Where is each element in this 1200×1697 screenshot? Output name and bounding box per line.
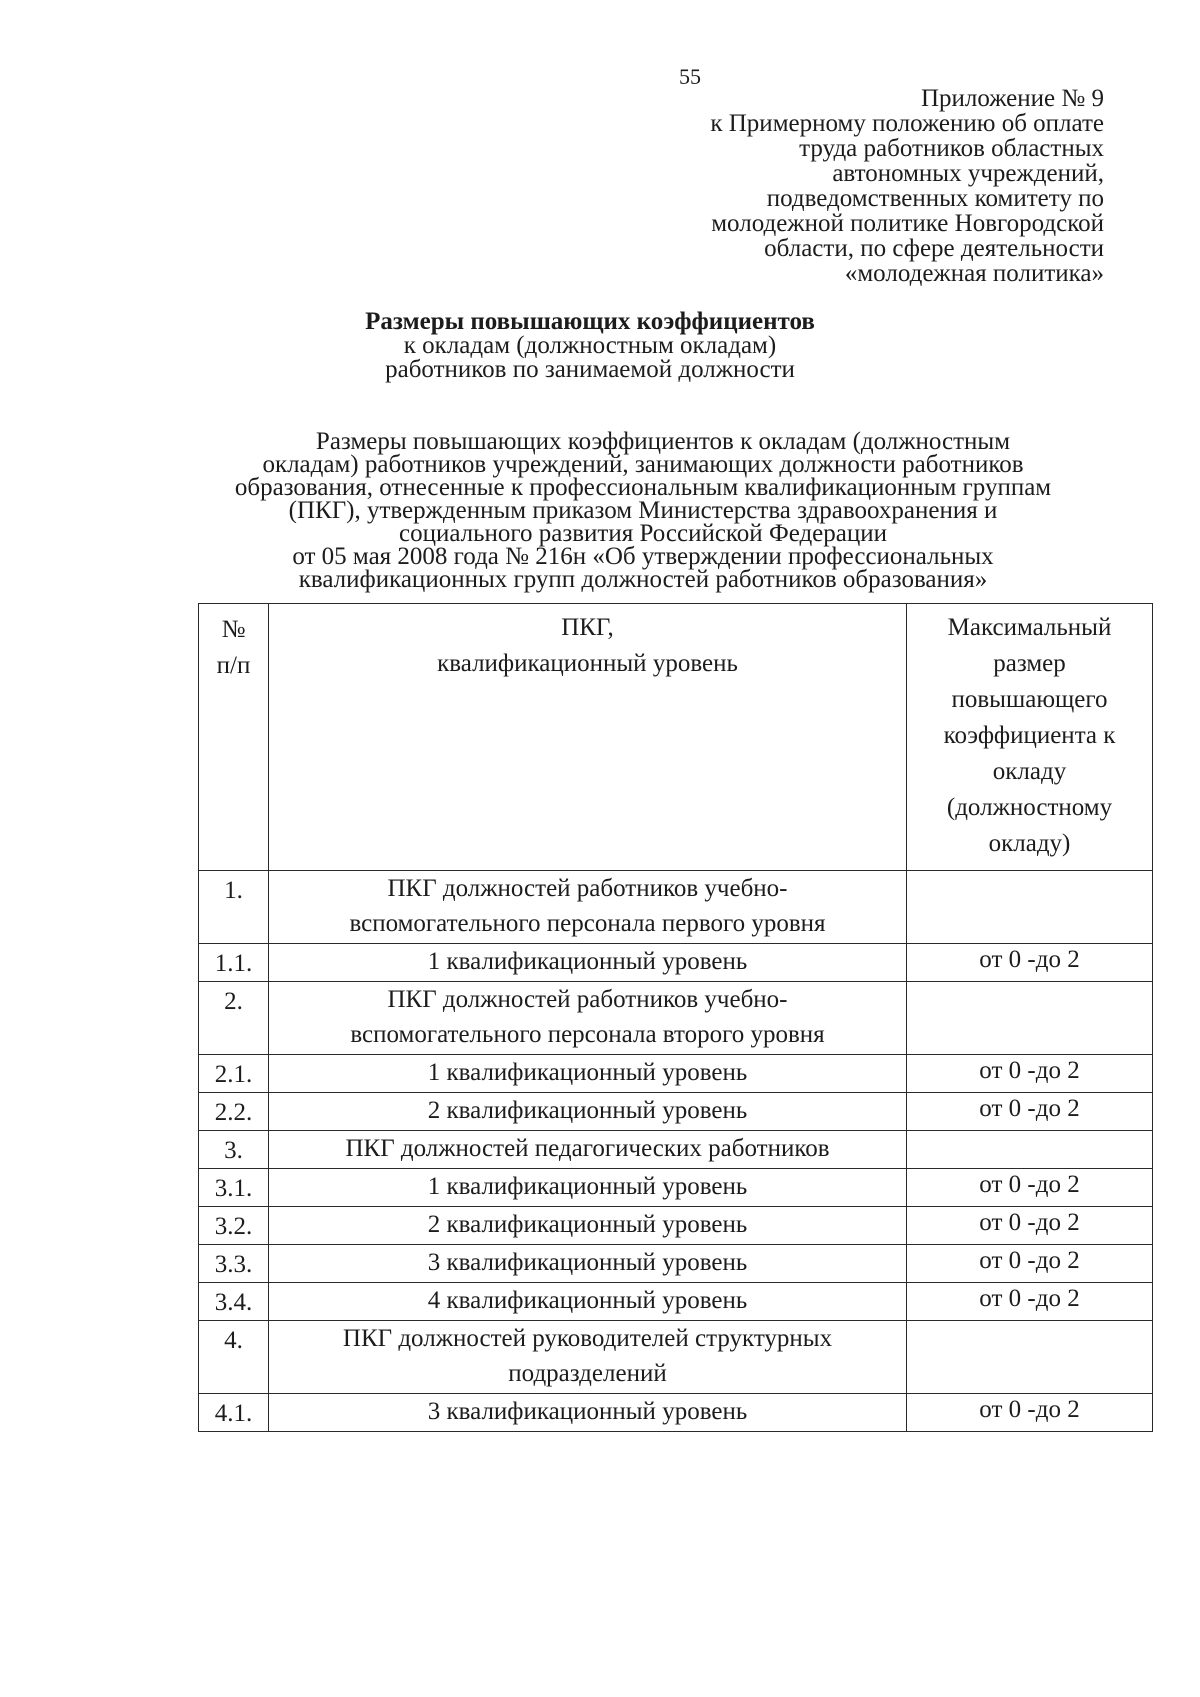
row-name: 4 квалификационный уровень: [269, 1283, 907, 1321]
table-header-row: [199, 604, 1153, 871]
row-number: 3.2.: [199, 1207, 269, 1245]
row-value: [907, 982, 1153, 1055]
row-name-line: ПКГ должностей руководителей структурных: [342, 1325, 833, 1352]
row-name: 1 квалификационный уровень: [269, 944, 907, 982]
row-value: [907, 871, 1153, 944]
table-row: [199, 1245, 1153, 1283]
header-coefficient: [907, 604, 1153, 871]
header-coef-line: коэффициента к: [943, 722, 1116, 749]
table-row: [199, 1093, 1153, 1131]
table-row: [199, 1131, 1153, 1169]
header-pkg-line: квалификационный уровень: [437, 650, 738, 677]
table-row: [199, 1283, 1153, 1321]
appendix-line: труда работников областных: [799, 135, 1104, 162]
row-name: 3 квалификационный уровень: [269, 1245, 907, 1283]
row-value: от 0 -до 2: [907, 1283, 1153, 1321]
intro-line: социального развития Российской Федерации: [398, 520, 888, 547]
intro-paragraph: [178, 430, 1108, 591]
page-number: 55: [679, 64, 701, 89]
row-value: от 0 -до 2: [907, 1394, 1153, 1432]
header-coef-line: окладу): [988, 830, 1071, 857]
row-number: 2.1.: [199, 1055, 269, 1093]
appendix-note: [710, 86, 1104, 286]
row-name: 1 квалификационный уровень: [269, 1169, 907, 1207]
row-value: [907, 1321, 1153, 1394]
header-coef-line: Максимальный: [947, 614, 1112, 641]
row-name: ПКГ должностей педагогических работников: [269, 1131, 907, 1169]
row-value: от 0 -до 2: [907, 1093, 1153, 1131]
table-row: [199, 1169, 1153, 1207]
intro-line: образования, отнесенные к профессиональным квалификационным группам: [234, 474, 1052, 501]
appendix-line: Приложение № 9: [920, 85, 1104, 112]
title-main: Размеры повышающих коэффициентов: [365, 308, 815, 335]
row-number: 2.2.: [199, 1093, 269, 1131]
row-name: 3 квалификационный уровень: [269, 1394, 907, 1432]
row-number: 3.3.: [199, 1245, 269, 1283]
row-name: 2 квалификационный уровень: [269, 1093, 907, 1131]
table-row: [199, 1055, 1153, 1093]
appendix-line: молодежной политике Новгородской: [711, 210, 1104, 237]
row-number: 4.: [199, 1321, 269, 1394]
header-coef-line: повышающего: [951, 686, 1108, 713]
table-row: [199, 1394, 1153, 1432]
row-name: [269, 871, 907, 944]
row-number: 2.: [199, 982, 269, 1055]
table-row: [199, 871, 1153, 944]
title-line: к окладам (должностным окладам): [403, 332, 777, 359]
row-name: 1 квалификационный уровень: [269, 1055, 907, 1093]
appendix-line: автономных учреждений,: [832, 160, 1104, 187]
row-value: от 0 -до 2: [907, 1169, 1153, 1207]
row-name: [269, 982, 907, 1055]
intro-line: окладам) работников учреждений, занимающих должности работников: [262, 451, 1024, 478]
row-name-line: вспомогательного персонала первого уровня: [349, 910, 826, 937]
row-number: 1.1.: [199, 944, 269, 982]
row-number: 4.1.: [199, 1394, 269, 1432]
row-name-line: ПКГ должностей работников учебно-: [387, 986, 788, 1013]
appendix-line: к Примерному положению об оплате: [710, 110, 1104, 137]
row-number: 3.4.: [199, 1283, 269, 1321]
appendix-line: «молодежная политика»: [844, 260, 1104, 287]
table-row: [199, 1207, 1153, 1245]
header-pkg: [269, 604, 907, 871]
appendix-line: области, по сфере деятельности: [764, 235, 1104, 262]
header-coef-line: размер: [993, 650, 1066, 677]
header-coef-line: окладу: [992, 758, 1067, 785]
row-name-line: ПКГ должностей работников учебно-: [387, 875, 788, 902]
row-value: [907, 1131, 1153, 1169]
intro-line: (ПКГ), утвержденным приказом Министерства здравоохранения и: [288, 497, 998, 524]
row-number: 1.: [199, 871, 269, 944]
header-pkg-line: ПКГ,: [561, 614, 614, 641]
header-number-line: п/п: [216, 652, 251, 679]
document-title: [280, 310, 900, 382]
coefficients-table: [198, 603, 1153, 1432]
table-row: [199, 1321, 1153, 1394]
intro-line: от 05 мая 2008 года № 216н «Об утверждении профессиональных: [292, 543, 994, 570]
row-name: 2 квалификационный уровень: [269, 1207, 907, 1245]
row-value: от 0 -до 2: [907, 1055, 1153, 1093]
intro-line: квалификационных групп должностей работников образования»: [298, 566, 988, 593]
table-row: [199, 944, 1153, 982]
header-coef-line: (должностному: [946, 794, 1113, 821]
row-number: 3.1.: [199, 1169, 269, 1207]
header-number-line: №: [221, 616, 246, 643]
row-value: от 0 -до 2: [907, 1245, 1153, 1283]
intro-line: Размеры повышающих коэффициентов к окладам (должностным: [315, 428, 1011, 455]
appendix-line: подведомственных комитету по: [766, 185, 1104, 212]
row-name: [269, 1321, 907, 1394]
row-name-line: вспомогательного персонала второго уровня: [350, 1021, 825, 1048]
row-value: от 0 -до 2: [907, 1207, 1153, 1245]
header-number: [199, 604, 269, 871]
table-row: [199, 982, 1153, 1055]
row-number: 3.: [199, 1131, 269, 1169]
title-line: работников по занимаемой должности: [385, 356, 795, 383]
row-value: от 0 -до 2: [907, 944, 1153, 982]
row-name-line: подразделений: [508, 1360, 667, 1387]
